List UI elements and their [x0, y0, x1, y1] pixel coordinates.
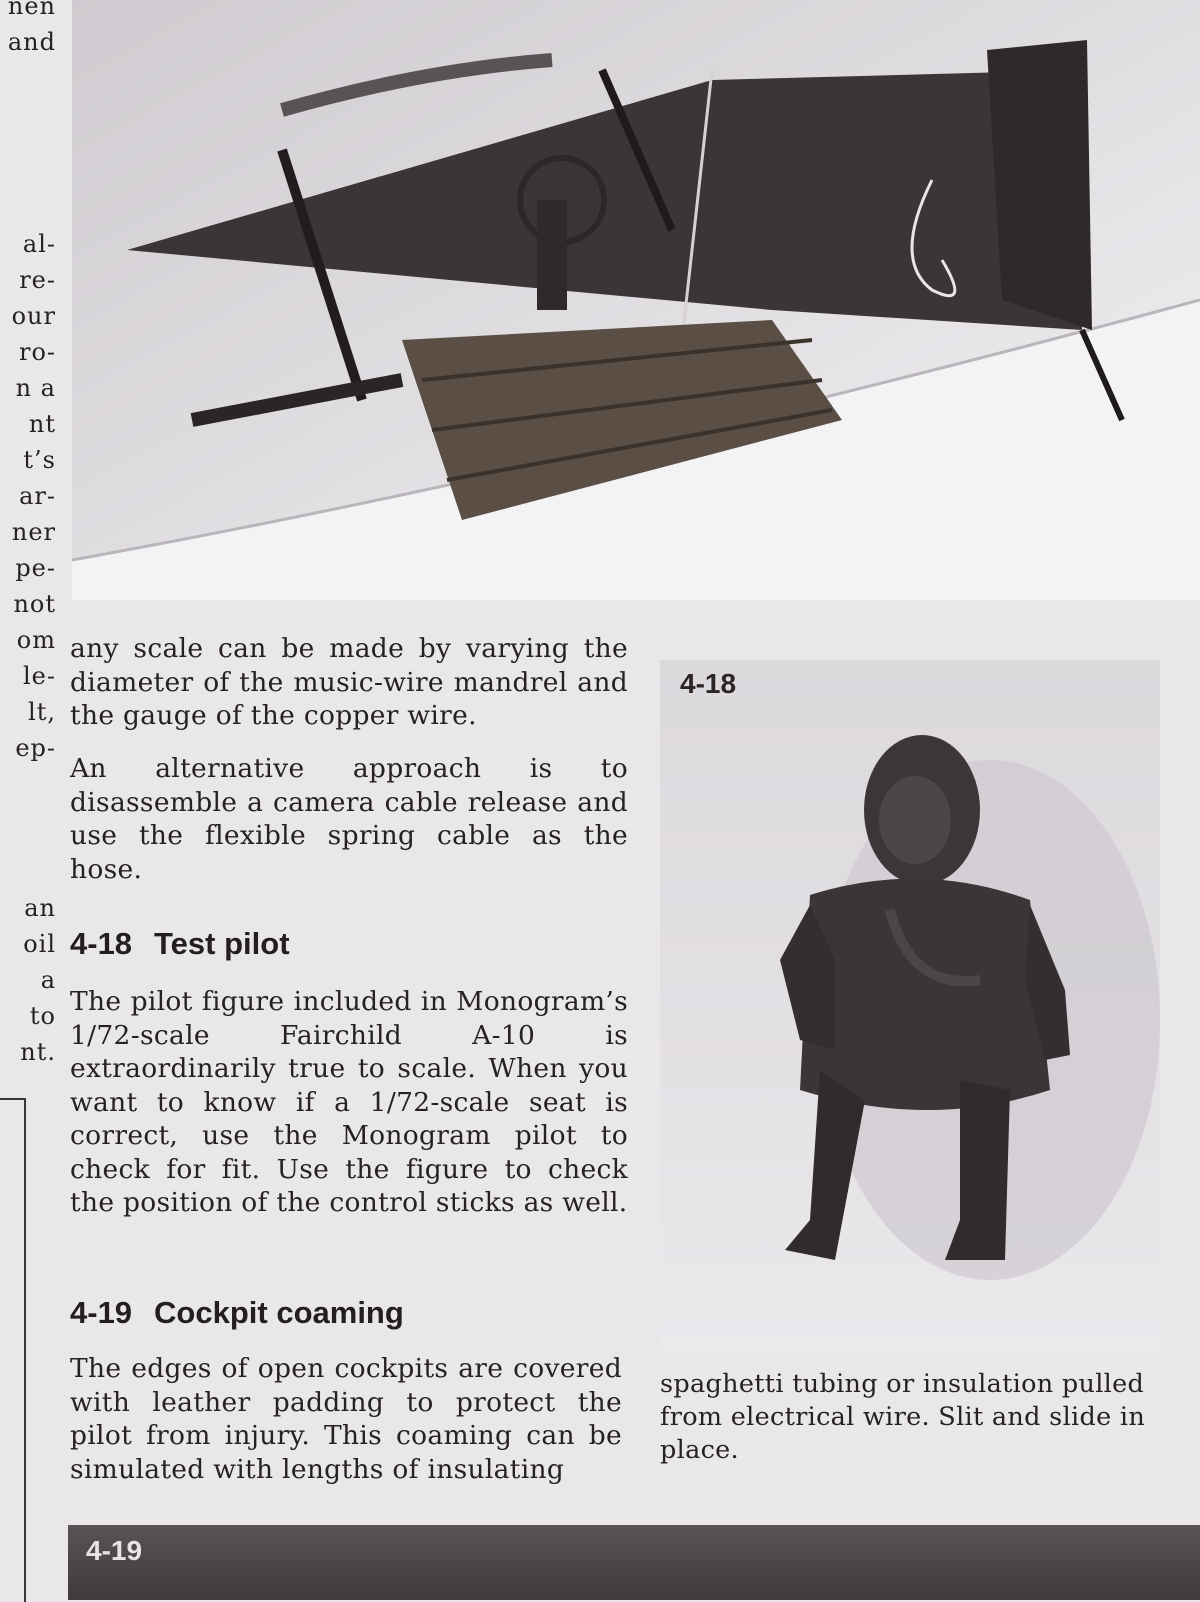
section-number: 4-19 [70, 1295, 133, 1330]
previous-column-line: al- [22, 230, 56, 258]
previous-column-line: oil [23, 930, 56, 958]
cockpit-model-photo [72, 0, 1200, 600]
pilot-figure-illustration [660, 660, 1160, 1350]
previous-column-line: nen [7, 0, 56, 20]
previous-column-line: om [16, 626, 56, 654]
previous-column-line: not [13, 590, 56, 618]
previous-column-line: pe- [15, 554, 56, 582]
previous-column-line: ro- [18, 338, 56, 366]
previous-column-line: and [7, 28, 56, 56]
previous-column-line: lt, [28, 698, 56, 726]
figure-label: 4-18 [680, 668, 737, 699]
previous-column-line: a [40, 966, 56, 994]
section-heading-test-pilot [70, 926, 290, 962]
pilot-figure-photo [660, 660, 1160, 1350]
cockpit-model-illustration [72, 0, 1200, 600]
previous-column-line: ep- [15, 734, 56, 762]
cockpit-coaming-continued: spaghetti tubing or insulation pulled from electrical wire. Slit and slide in place. [660, 1369, 1146, 1465]
section-title: Test pilot [154, 926, 290, 961]
previous-column-line: an [24, 894, 56, 922]
left-figure-frame [0, 1098, 26, 1602]
cockpit-coaming-paragraph: The edges of open cockpits are covered with leather padding to protect the pilot from injury. This coaming can be simulated with lengths of insulating [70, 1353, 622, 1485]
previous-column-line: our [11, 302, 56, 330]
previous-column-line: nt [28, 410, 56, 438]
previous-column-line: n a [15, 374, 56, 402]
test-pilot-paragraph: The pilot figure included in Monogram’s 1/72-scale Fairchild A-10 is extraordinarily true to scale. When you want to know if a 1/72-scale seat is correct, use the Monogram pilot to check for fit. Use the figure to check the position of the control sticks as well. [70, 986, 628, 1218]
previous-column-line: re- [19, 266, 56, 294]
previous-column-line: t’s [23, 446, 56, 474]
previous-column-line: ner [11, 518, 56, 546]
intro-paragraph-1: any scale can be made by varying the diameter of the music-wire mandrel and the gauge of the copper wire. [70, 633, 628, 731]
previous-column-line: to [29, 1002, 56, 1030]
section-title: Cockpit coaming [154, 1295, 404, 1330]
section-number: 4-18 [70, 926, 133, 961]
previous-column-line: nt. [20, 1038, 56, 1066]
previous-column-line: le- [23, 662, 56, 690]
section-heading-cockpit-coaming [70, 1295, 404, 1331]
previous-column-line: ar- [19, 482, 56, 510]
coaming-photo [68, 1525, 1200, 1600]
intro-paragraph-2: An alternative approach is to disassemble a camera cable release and use the flexible spring cable as the hose. [70, 753, 628, 885]
figure-label: 4-19 [86, 1535, 143, 1566]
